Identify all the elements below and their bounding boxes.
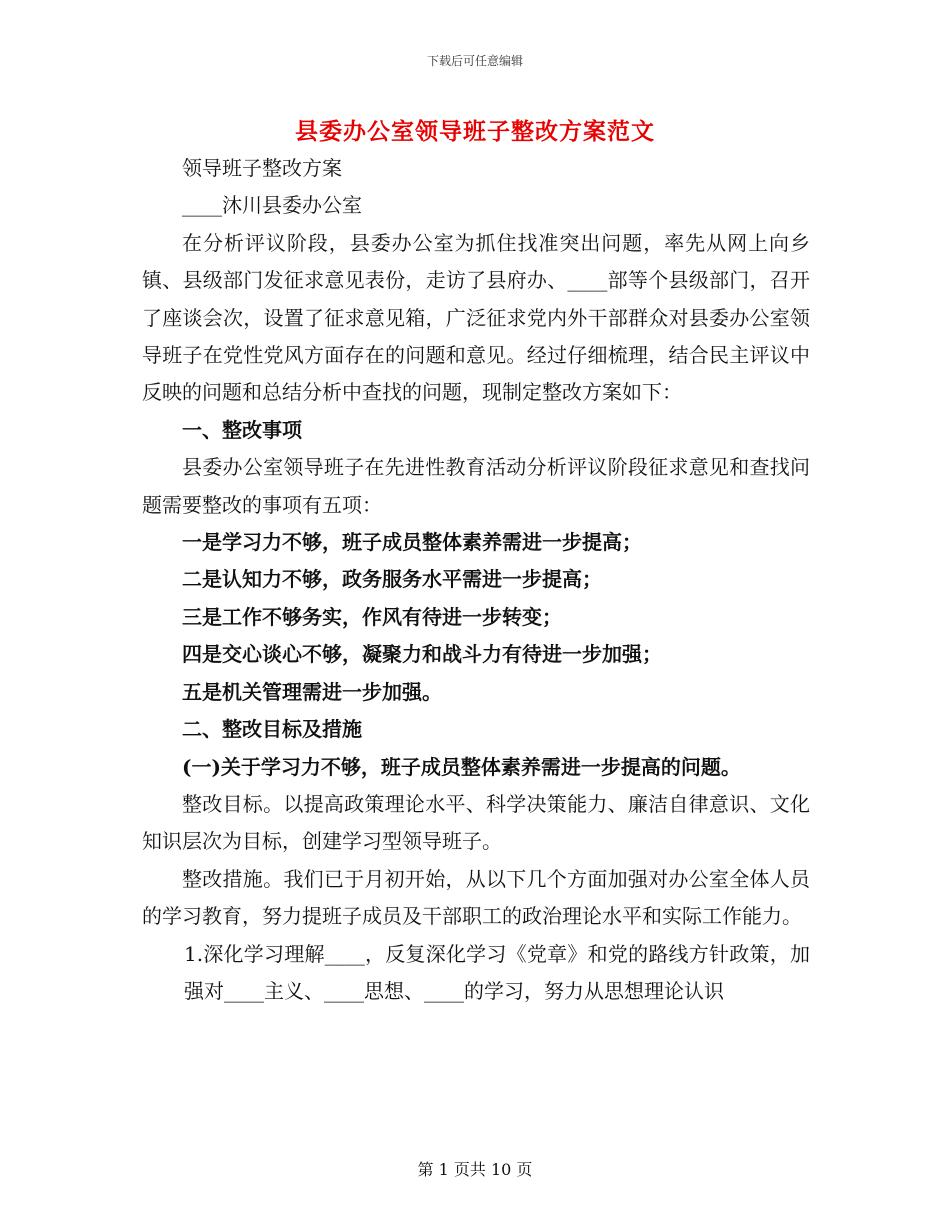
numbered-item-1: 1.深化学习理解____，反复深化学习《党章》和党的路线方针政策，加强对____主义、____思想、____的学习，努力从思想理论认识 bbox=[184, 941, 810, 1003]
subtitle-line: 领导班子整改方案 bbox=[182, 156, 342, 180]
section-heading-2: 二、整改目标及措施 bbox=[182, 717, 362, 742]
document-title: 县委办公室领导班子整改方案范文 bbox=[295, 118, 655, 145]
issue-item-3: 三是工作不够务实，作风有待进一步转变； bbox=[182, 604, 562, 629]
issue-item-2: 二是认知力不够，政务服务水平需进一步提高； bbox=[182, 567, 602, 592]
section-heading-1: 一、整改事项 bbox=[182, 417, 302, 442]
body-paragraph: 整改目标。以提高政策理论水平、科学决策能力、廉洁自律意识、文化知识层次为目标，创建学习型领导班子。 bbox=[142, 791, 810, 854]
subsection-heading-1: (一)关于学习力不够，班子成员整体素养需进一步提高的问题。 bbox=[182, 754, 741, 779]
intro-paragraph: 在分析评议阶段，县委办公室为抓住找准突出问题，率先从网上向乡镇、县级部门发征求意见表份，走访了县府办、____部等个县级部门，召开了座谈会次，设置了征求意见箱，广泛征求党内外干部群众对县委办公室领导班子在党性党风方面存在的问题和意见。经过仔细梳理，结合民主评议中反映的问题和总结分析中查找的问题，现制定整改方案如下： bbox=[142, 230, 810, 405]
header-note: 下载后可任意编辑 bbox=[426, 54, 523, 68]
issue-item-1: 一是学习力不够，班子成员整体素养需进一步提高； bbox=[182, 530, 642, 555]
issuer-line: ____沐川县委办公室 bbox=[182, 193, 362, 218]
issue-item-5: 五是机关管理需进一步加强。 bbox=[182, 679, 442, 704]
body-paragraph: 整改措施。我们已于月初开始，从以下几个方面加强对办公室全体人员的学习教育，努力提班子成员及干部职工的政治理论水平和实际工作能力。 bbox=[142, 866, 810, 929]
issue-item-4: 四是交心谈心不够，凝聚力和战斗力有待进一步加强； bbox=[182, 642, 662, 667]
document-body bbox=[142, 150, 810, 1010]
page-footer: 第 1 页共 10 页 bbox=[417, 1160, 533, 1179]
body-paragraph: 县委办公室领导班子在先进性教育活动分析评议阶段征求意见和查找问题需要整改的事项有五项： bbox=[142, 455, 810, 517]
